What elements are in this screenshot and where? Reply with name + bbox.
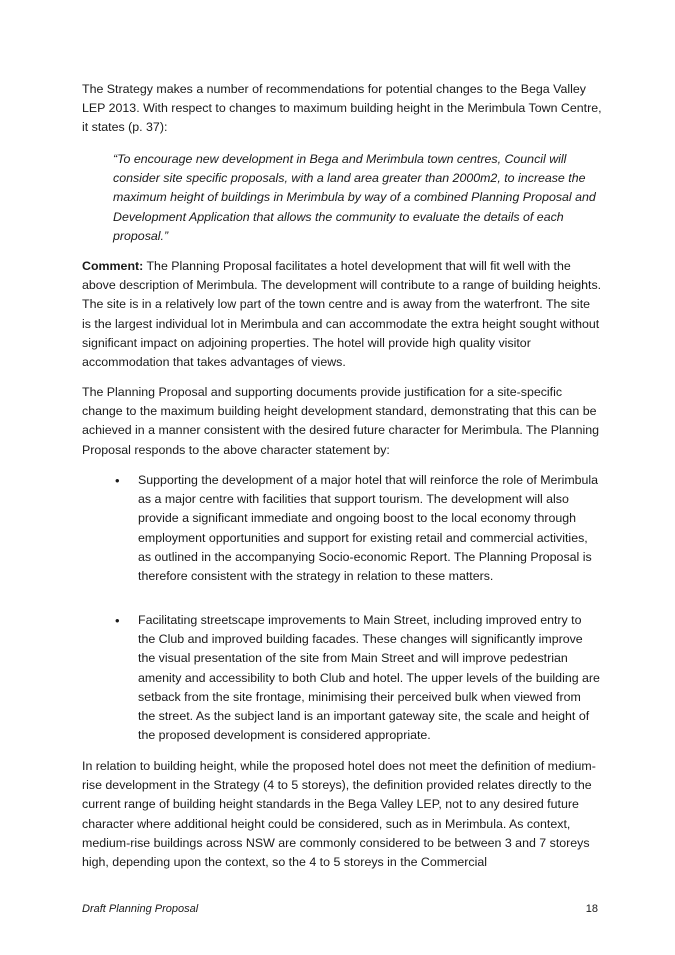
- comment-label: Comment:: [82, 259, 144, 273]
- bullet-item-streetscape: Facilitating streetscape improvements to Main Street, including improved entry to the Club and improved building facades. These changes will significantly improve the visual presentation of the site from Main Street and will improve pedestrian amenity and accessibility to both Club and hotel. The upper levels of the building are setback from the site frontage, minimising their perceived bulk when viewed from the street. As the subject land is an important gateway site, the scale and height of the proposed development is considered appropriate.: [138, 613, 600, 743]
- bullet-icon: •: [115, 473, 120, 488]
- paragraph-intro: The Strategy makes a number of recommendations for potential changes to the Bega Valley LEP 2013. With respect to changes to maximum building height in the Merimbula Town Centre, it states (p. 37):: [82, 82, 602, 135]
- quoted-strategy-text: “To encourage new development in Bega and Merimbula town centres, Council will consider site specific proposals, with a land area greater than 2000m2, to increase the maximum height of buildings in Merimbula by way of a combined Planning Proposal and Development Application that allows the community to evaluate the details of each proposal.”: [113, 152, 596, 243]
- bullet-icon: •: [115, 613, 120, 628]
- paragraph-justification: The Planning Proposal and supporting documents provide justification for a site-specific change to the maximum building height development standard, demonstrating that this can be achieved in a manner consistent with the desired future character for Merimbula. The Planning Proposal responds to the above character statement by:: [82, 385, 600, 457]
- bullet-item-hotel: Supporting the development of a major hotel that will reinforce the role of Merimbula as a major centre with facilities that support tourism. The development will also provide a significant immediate and ongoing boost to the local economy through employment opportunities and support for existing retail and commercial activities, as outlined in the accompanying Socio-economic Report. The Planning Proposal is therefore consistent with the strategy in relation to these matters.: [138, 473, 599, 584]
- comment-text: The Planning Proposal facilitates a hotel development that will fit well with the above description of Merimbula. The development will contribute to a range of building heights. The site is in a relatively low part of the town centre and is away from the waterfront. The site is the largest individual lot in Merimbula and can accommodate the extra height sought without significant impact on adjoining properties. The hotel will provide high quality visitor accommodation that takes advantages of views.: [82, 259, 602, 370]
- footer-document-title: Draft Planning Proposal: [82, 903, 199, 915]
- footer-page-number: 18: [585, 903, 598, 915]
- paragraph-comment: [82, 257, 602, 372]
- paragraph-building-height: In relation to building height, while the proposed hotel does not meet the definition of medium-rise development in the Strategy (4 to 5 storeys), the definition provided relates directly to the current range of building height standards in the Bega Valley LEP, not to any desired future character where additional height could be considered, such as in Merimbula. As context, medium-rise buildings across NSW are commonly considered to be between 3 and 7 storeys high, depending upon the context, so the 4 to 5 storeys in the Commercial: [82, 759, 596, 870]
